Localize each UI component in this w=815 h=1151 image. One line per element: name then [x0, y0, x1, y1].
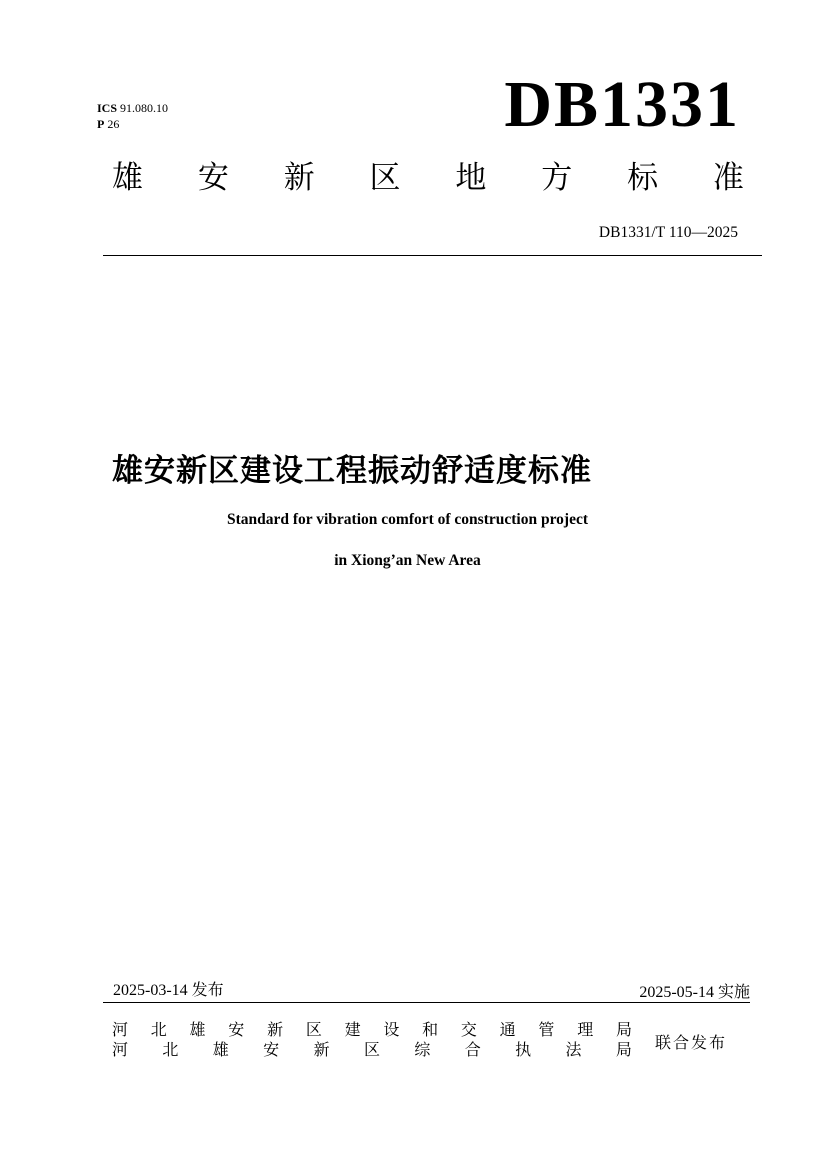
publisher-char: 通: [499, 1020, 516, 1039]
heading-char: 准: [712, 160, 744, 196]
p-label: P: [97, 117, 105, 131]
footer-divider: [103, 1002, 750, 1003]
title-chinese: 雄安新区建设工程振动舒适度标准: [112, 453, 592, 489]
implement-label: 实施: [717, 982, 750, 1001]
publisher-char: 理: [577, 1020, 594, 1039]
publisher-char: 河: [112, 1040, 129, 1059]
issue-date: [113, 977, 224, 1000]
publisher-char: 设: [383, 1020, 400, 1039]
publisher-char: 局: [615, 1020, 632, 1039]
publisher-char: 雄: [189, 1020, 206, 1039]
implement-date: [639, 979, 750, 1002]
p-code: 26: [107, 117, 120, 131]
db-code: DB1331: [504, 68, 740, 141]
publisher-char: 交: [460, 1020, 477, 1039]
ics-code: 91.080.10: [120, 101, 169, 115]
heading-char: 安: [197, 160, 229, 196]
publisher-char: 新: [313, 1040, 330, 1059]
publisher-char: 河: [112, 1020, 129, 1039]
publisher-char: 安: [263, 1040, 280, 1059]
publisher-char: 法: [565, 1040, 582, 1059]
heading-char: 雄: [112, 160, 143, 196]
publisher-1: [112, 1020, 632, 1040]
heading-char: 标: [627, 160, 659, 196]
heading-char: 新: [283, 160, 315, 196]
publisher-char: 新: [267, 1020, 284, 1039]
publisher-char: 管: [538, 1020, 555, 1039]
heading-char: 地: [455, 160, 487, 196]
header-divider: [103, 255, 762, 256]
publisher-char: 和: [422, 1020, 439, 1039]
heading-char: 区: [369, 160, 401, 196]
joint-release-label: 联合发布: [655, 1033, 728, 1052]
title-english-line1: Standard for vibration comfort of construction project: [226, 511, 589, 528]
publisher-char: 执: [515, 1040, 532, 1059]
publisher-char: 雄: [212, 1040, 229, 1059]
publisher-char: 北: [150, 1020, 167, 1039]
implement-date-value: 2025-05-14: [639, 984, 714, 1001]
p-line: [97, 116, 168, 132]
publisher-char: 安: [228, 1020, 245, 1039]
publisher-char: 合: [464, 1040, 481, 1059]
ics-line: [97, 100, 168, 116]
publisher-char: 综: [414, 1040, 431, 1059]
issue-label: 发布: [191, 980, 224, 999]
title-english-line2: in Xiong’an New Area: [334, 552, 481, 569]
publisher-char: 区: [363, 1040, 380, 1059]
publisher-char: 局: [615, 1040, 632, 1059]
publisher-2: [112, 1040, 632, 1060]
standard-number: DB1331/T 110—2025: [598, 224, 738, 241]
publisher-char: 区: [305, 1020, 322, 1039]
heading-char: 方: [541, 160, 573, 196]
issue-date-value: 2025-03-14: [113, 982, 188, 999]
publisher-char: 北: [162, 1040, 179, 1059]
local-standard-heading: [112, 158, 744, 198]
publisher-char: 建: [344, 1020, 361, 1039]
classification-codes: [97, 100, 168, 132]
ics-label: ICS: [97, 101, 118, 115]
